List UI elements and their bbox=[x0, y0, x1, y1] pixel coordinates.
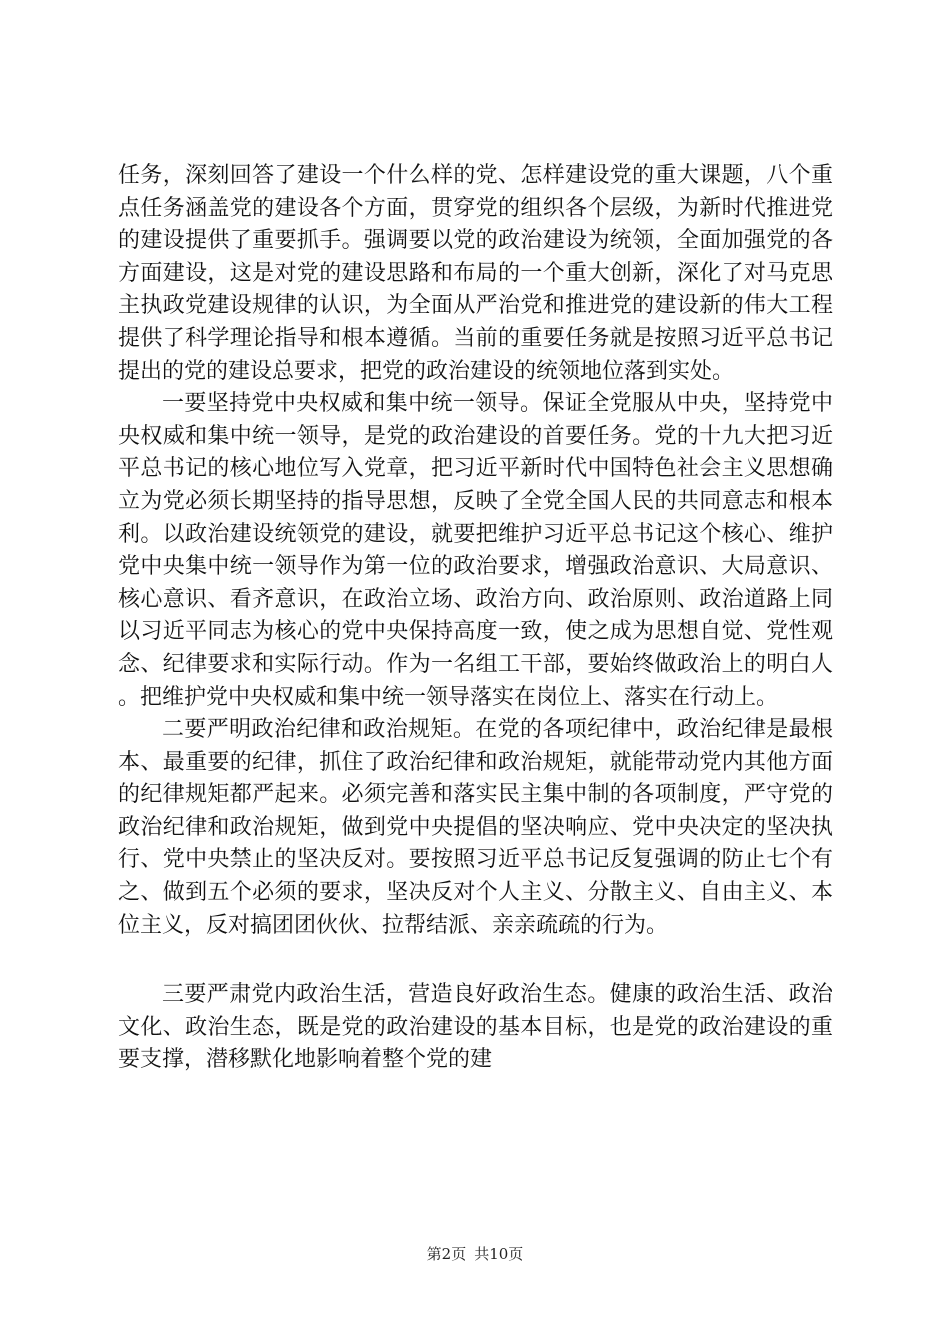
paragraph-point-one: 一要坚持党中央权威和集中统一领导。保证全党服从中央，坚持党中央权威和集中统一领导，是党的政治建设的首要任务。党的十九大把习近平总书记的核心地位写入党章，把习近平新时代中国特色社会主义思想确立为党必须长期坚持的指导思想，反映了全党全国人民的共同意志和根本利。以政治建设统领党的建设，就要把维护习近平总书记这个核心、维护党中央集中统一领导作为第一位的政治要求，增强政治意识、大局意识、核心意识、看齐意识，在政治立场、政治方向、政治原则、政治道路上同以习近平同志为核心的党中央保持高度一致，使之成为思想自觉、党性观念、纪律要求和实际行动。作为一名组工干部，要始终做政治上的明白人。把维护党中央权威和集中统一领导落实在岗位上、落实在行动上。 bbox=[118, 391, 833, 710]
paragraph-point-two: 二要严明政治纪律和政治规矩。在党的各项纪律中，政治纪律是最根本、最重要的纪律，抓住了政治纪律和政治规矩，就能带动党内其他方面的纪律规矩都严起来。必须完善和落实民主集中制的各项制度，严守党的政治纪律和政治规矩，做到党中央提倡的坚决响应、党中央决定的坚决执行、党中央禁止的坚决反对。要按照习近平总书记反复强调的防止七个有之、做到五个必须的要求，坚决反对个人主义、分散主义、自由主义、本位主义，反对搞团团伙伙、拉帮结派、亲亲疏疏的行为。 bbox=[118, 717, 833, 938]
document-body bbox=[118, 160, 833, 1077]
paragraph-point-three: 三要严肃党内政治生活，营造良好政治生态。健康的政治生活、政治文化、政治生态，既是党的政治建设的基本目标，也是党的政治建设的重要支撑，潜移默化地影响着整个党的建 bbox=[118, 982, 833, 1073]
page-footer bbox=[0, 1243, 950, 1264]
paragraph-continuation: 任务，深刻回答了建设一个什么样的党、怎样建设党的重大课题，八个重点任务涵盖党的建设各个方面，贯穿党的组织各个层级，为新时代推进党的建设提供了重要抓手。强调要以党的政治建设为统领，全面加强党的各方面建设，这是对党的建设思路和布局的一个重大创新，深化了对马克思主执政党建设规律的认识，为全面从严治党和推进党的建设新的伟大工程提供了科学理论指导和根本遵循。当前的重要任务就是按照习近平总书记提出的党的建设总要求，把党的政治建设的统领地位落到实处。 bbox=[118, 163, 833, 384]
page-number: 第2页 bbox=[426, 1245, 467, 1263]
page-total: 共10页 bbox=[474, 1245, 524, 1263]
